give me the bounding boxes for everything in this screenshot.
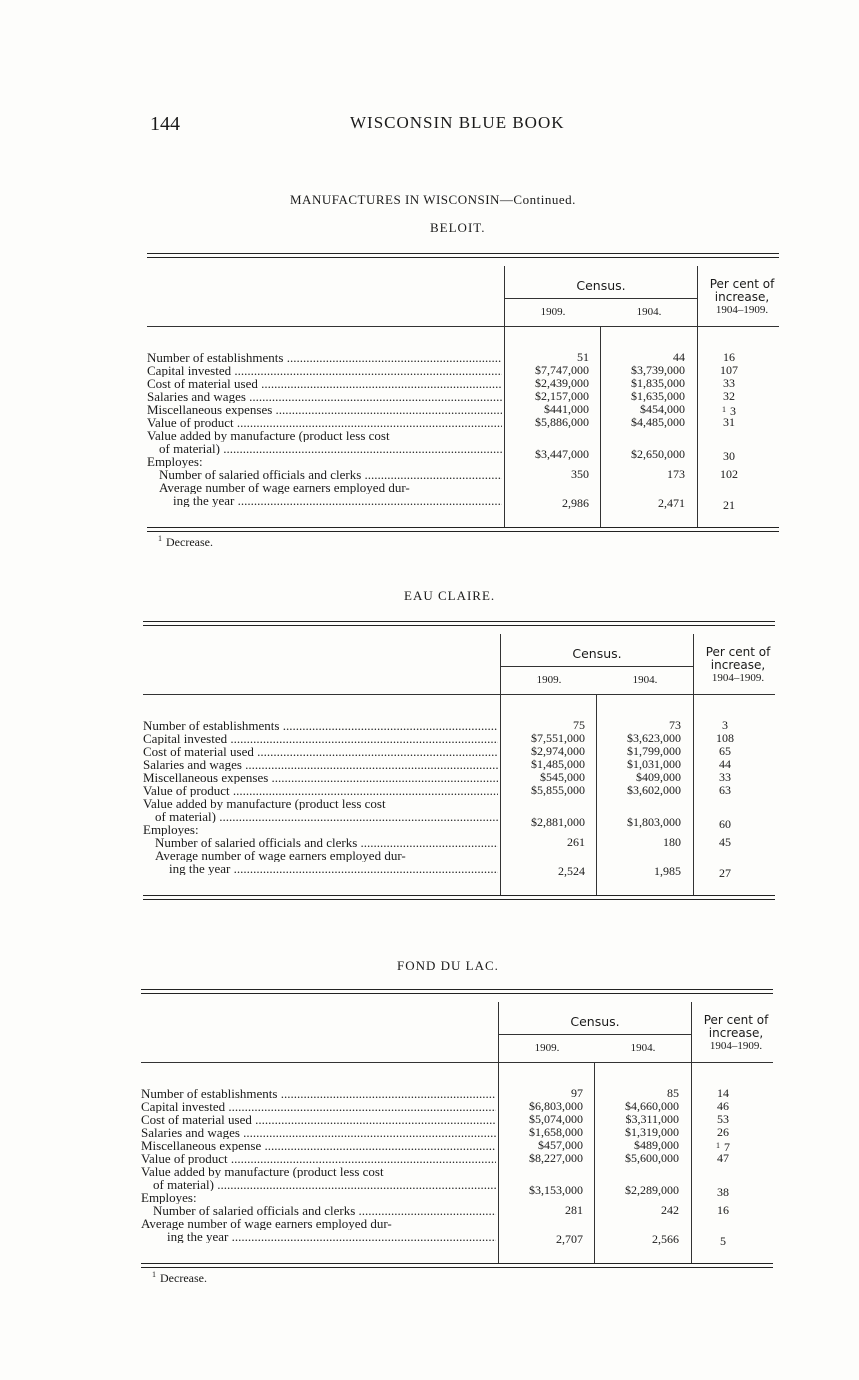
census-header: Census. [570,1014,620,1029]
table-body: Number of establishments ..... 51 44 16 Capital invested ..... $7,747,000 $3,739,000 107 Cost of material used ..... $2,439,000 $1,835,000 33 Salaries and wages ..... $2,157,000 $1,635,000 32 Miscellaneous expenses ..... $441,000 $454,000 $^1$ 3 Value of product ..... $5,886,000 $4,485,000 31 Value added by manufacture (product less cost of material) ..... $3,447,000 $2,650,000 30 Employes: Number of salaried officials and clerks ..... 350 173 102 Average number of wage earners employed dur- ing the year ..... 2,986 2,471 21 [147,327,779,527]
page-header [150,113,780,139]
footnote-marker: 1 [722,405,726,414]
table-header [147,258,779,327]
footnote-marker: 1 [716,1141,720,1150]
percent-increase-header: Per cent of increase, 1904–1909. [709,277,775,316]
section-title-beloit: BELOIT. [430,220,486,235]
year-1909-header: 1909. [536,674,562,686]
census-header: Census. [576,278,626,293]
table-body: Number of establishments ..... 75 73 3 Capital invested ..... $7,551,000 $3,623,000 108 Cost of material used ..... $2,974,000 $1,799,000 65 Salaries and wages ..... $1,485,000 $1,031,000 44 Miscellaneous expenses ..... $545,000 $409,000 33 Value of product ..... $5,855,000 $3,602,000 63 Value added by manufacture (product less cost of material) ..... $2,881,000 $1,803,000 60 Employes: Number of salaried officials and clerks ..... 261 180 45 Average number of wage earners employed dur- ing the year ..... 2,524 1,985 27 [143,695,775,895]
table-header [143,626,775,695]
census-header: Census. [572,646,622,661]
percent-increase-header: Per cent of increase, 1904–1909. [703,1013,769,1052]
table-header [141,994,773,1063]
table-beloit [147,253,779,527]
section-title-fond-du-lac: FOND DU LAC. [397,958,499,973]
book-title: WISCONSIN BLUE BOOK [350,113,565,132]
table-body: Number of establishments ..... 97 85 14 Capital invested ..... $6,803,000 $4,660,000 46 Cost of material used ..... $5,074,000 $3,311,000 53 Salaries and wages ..... $1,658,000 $1,319,000 26 Miscellaneous expense ..... $457,000 $489,000 $^1$ 7 Value of product ..... $8,227,000 $5,600,000 47 Value added by manufacture (product less cost of material) ..... $3,153,000 $2,289,000 38 Employes: Number of salaried officials and clerks ..... 281 242 16 Average number of wage earners employed dur- ing the year ..... 2,707 2,566 5 [141,1063,773,1263]
doc-title: MANUFACTURES IN WISCONSIN—Continued. [290,192,576,207]
table-eau-claire [143,621,775,895]
footnote-beloit: $^1$ Decrease. [158,534,213,549]
year-1904-header: 1904. [632,674,658,686]
year-1909-header: 1909. [534,1042,560,1054]
year-1904-header: 1904. [630,1042,656,1054]
year-1904-header: 1904. [636,306,662,318]
section-title-eau-claire: EAU CLAIRE. [404,588,496,603]
percent-increase-header: Per cent of increase, 1904–1909. [705,645,771,684]
table-fond-du-lac [141,989,773,1263]
page-number: 144 [150,113,180,135]
table-bottom-rule [141,1263,773,1268]
year-1909-header: 1909. [540,306,566,318]
table-bottom-rule [143,895,775,900]
footnote-fond-du-lac: $^1$ Decrease. [152,1270,207,1285]
table-bottom-rule [147,527,779,532]
